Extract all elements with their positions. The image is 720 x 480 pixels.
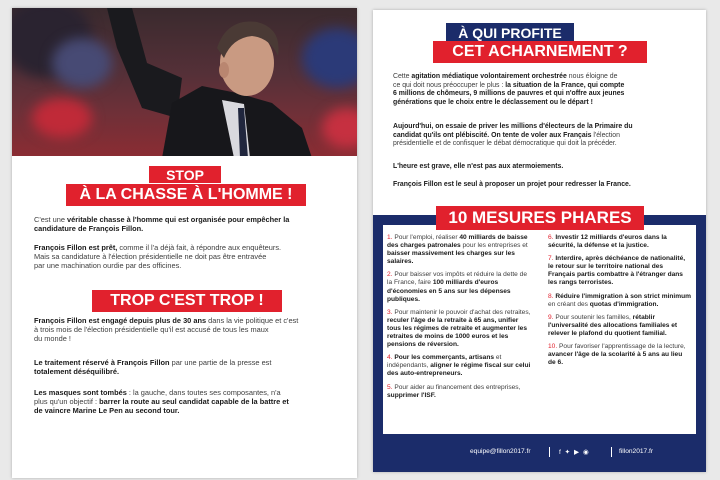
person-silhouette — [12, 8, 357, 156]
measure-item: 7. Interdire, après déchéance de nationalité, le retour sur le territoire national des Français partis combattre à l'étranger dans les rangs terroristes. — [548, 255, 686, 287]
measure-item: 9. Pour soutenir les familles, rétablir l'universalité des allocations familiales et relever le plafond du quotient familial. — [548, 313, 678, 337]
agitation-paragraph: Cette agitation médiatique volontairement orchestrée nous éloigne de ce qui doit nous préoccuper le plus : la situation de la France, qui compte 6 millions de chômeurs, 9 millions de pauvres et qui n'offre aux jeunes générations que le choix entre le déclassement ou le départ ! — [393, 73, 625, 106]
primary-paragraph: Aujourd'hui, on essaie de priver les millions d'électeurs de la Primaire du candidat qu'ils ont plébiscité. On tente de voler aux Français l'élection présidentielle et de confisquer le débat démocratique qui doit la précéder. — [393, 123, 633, 148]
project-line: François Fillon est le seul à proposer un projet pour redresser la France. — [393, 181, 631, 188]
measure-item: 10. Pour favoriser l'apprentissage de la lecture, avancer l'âge de la scolarité à 5 ans au lieu de 6. — [548, 343, 686, 367]
measure-item: 4. Pour les commerçants, artisans et indépendants, aligner le régime fiscal sur celui des auto-entrepreneurs. — [387, 354, 531, 378]
measure-item: 3. Pour maintenir le pouvoir d'achat des retraites, reculer l'âge de la retraite à 65 ans, unifier tous les régimes de retraite et augmenter les retraites de moins de 1000 euros et les pensions de réversion. — [387, 308, 531, 349]
footer-bar — [373, 434, 706, 472]
grave-line: L'heure est grave, elle n'est pas aux atermoiements. — [393, 163, 564, 170]
footer-website[interactable]: fillon2017.fr — [619, 448, 654, 455]
measures-column-right — [548, 234, 691, 372]
measures-column-left — [387, 234, 533, 405]
masks-paragraph: Les masques sont tombés : la gauche, dans toutes ses composantes, n'a plus qu'un objectif : barrer la route au seul candidat capable de la battre et de vaincre Marine Le Pen au second tour. — [34, 388, 289, 416]
measures-card — [383, 225, 696, 439]
stop-banner-line1: STOP — [149, 166, 221, 183]
ready-paragraph: François Fillon est prêt, comme il l'a déjà fait, à répondre aux enquêteurs. Mais sa candidature à l'élection présidentielle ne doit pas être entravée par une machination ourdie par des officines. — [34, 243, 282, 271]
profit-banner-line2: CET ACHARNEMENT ? — [433, 41, 647, 63]
social-icons[interactable]: f ✦ ▶ ◉ — [559, 449, 590, 456]
measures-banner: 10 MESURES PHARES — [436, 206, 644, 230]
candidate-photo — [12, 8, 357, 156]
measure-item: 1. Pour l'emploi, réaliser 40 milliards de baisse des charges patronales pour les entreprises et baisser massivement les charges sur les salaires. — [387, 234, 528, 266]
profit-banner-line1: À QUI PROFITE — [446, 23, 574, 42]
press-paragraph: Le traitement réservé à François Fillon par une partie de la presse est totalement déséquilibré. — [34, 358, 272, 377]
measure-item: 5. Pour aider au financement des entreprises, supprimer l'ISF. — [387, 383, 521, 399]
measure-item: 8. Réduire l'immigration à son strict minimum en créant des quotas d'immigration. — [548, 292, 692, 308]
measure-item: 2. Pour baisser vos impôts et réduire la dette de la France, faire 100 milliards d'euros d'économies en 5 ans sur les dépenses publiques. — [387, 271, 528, 303]
engaged-paragraph: François Fillon est engagé depuis plus de 30 ans dans la vie politique et c'est à trois mois de l'élection présidentielle qu'il est accusé de tous les maux du monde ! — [34, 316, 299, 344]
footer-email[interactable]: equipe@fillon2017.fr — [470, 448, 531, 455]
trop-banner: TROP C'EST TROP ! — [92, 290, 282, 312]
stop-banner-line2: À LA CHASSE À L'HOMME ! — [66, 184, 306, 206]
intro-paragraph: C'est une véritable chasse à l'homme qui est organisée pour empêcher la candidature de François Fillon. — [34, 215, 290, 234]
right-page — [373, 10, 706, 472]
measure-item: 6. Investir 12 milliards d'euros dans la sécurité, la défense et la justice. — [548, 234, 667, 250]
left-page — [12, 8, 357, 478]
